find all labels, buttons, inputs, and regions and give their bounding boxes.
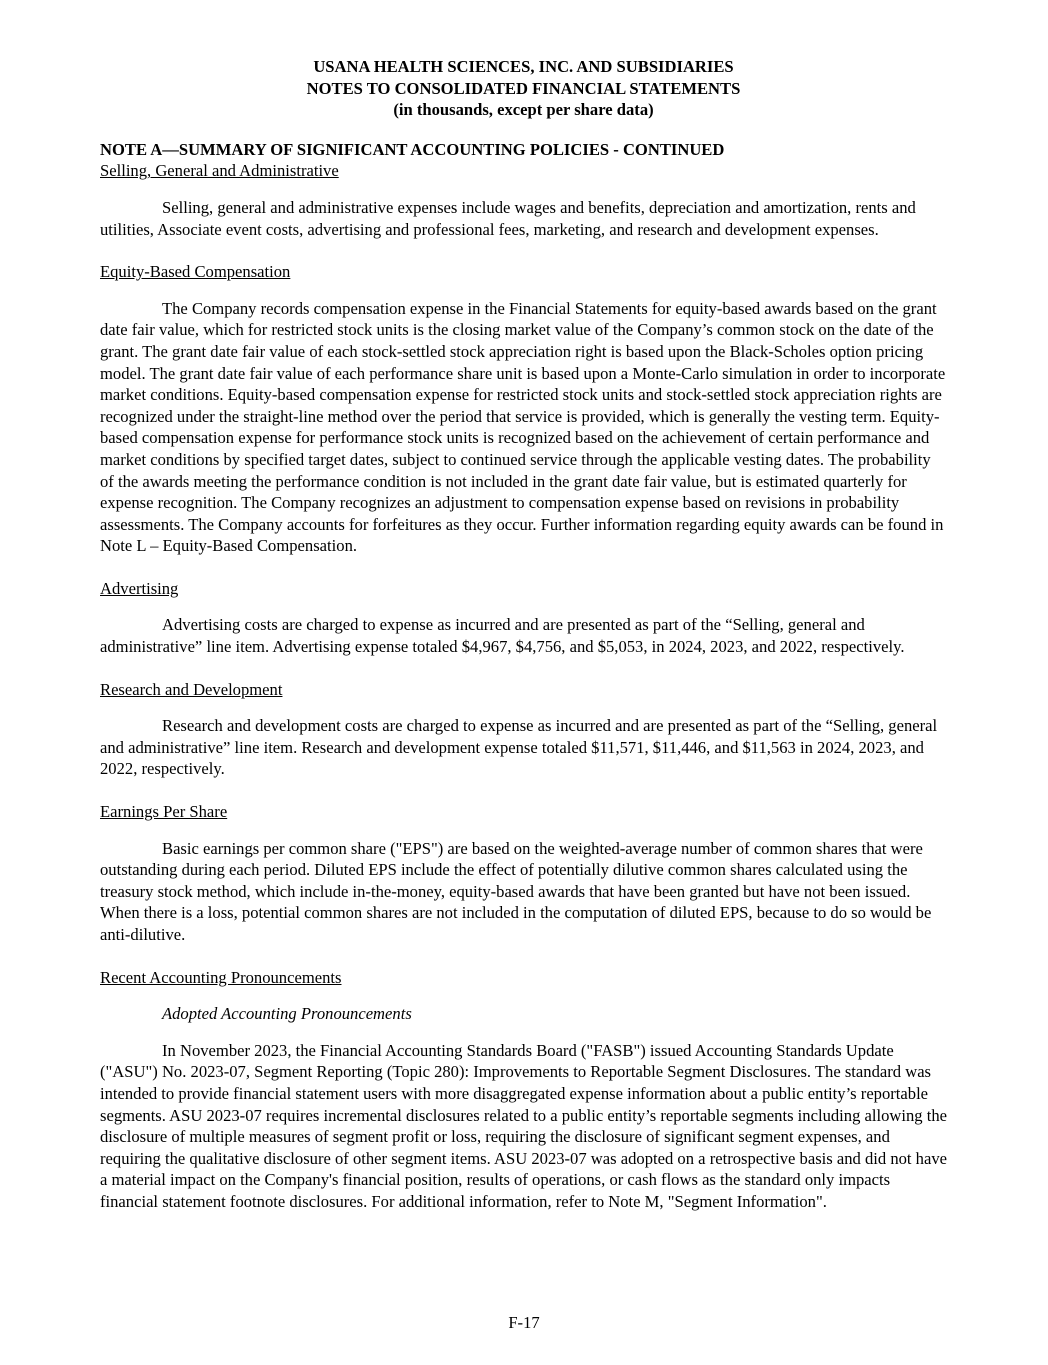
units-note: (in thousands, except per share data) — [393, 100, 654, 120]
document-header — [100, 56, 947, 121]
company-name: USANA HEALTH SCIENCES, INC. AND SUBSIDIARIES — [313, 57, 734, 76]
paragraph-equity-based-compensation: The Company records compensation expense in the Financial Statements for equity-based awards based on the grant date fair value, which for restricted stock units is the closing market value of the Company’s common stock on the date of the grant. The grant date fair value of each stock-settled stock appreciation right is based upon the Black-Scholes option pricing model. The grant date fair value of each performance share unit is based upon a Monte-Carlo simulation in order to incorporate market conditions. Equity-based compensation expense for restricted stock units and stock-settled stock appreciation rights are recognized under the straight-line method over the period that service is provided, which is generally the vesting term. Equity-based compensation expense for performance stock units is recognized based on the achievement of certain performance and market conditions by specified target dates, subject to continued service through the applicable vesting dates. The probability of the awards meeting the performance condition is not included in the grant date fair value, but is estimated quarterly for expense recognition. The Company recognizes an adjustment to compensation expense based on revisions in probability assessments. The Company accounts for forfeitures as they occur. Further information regarding equity awards can be found in Note L – Equity-Based Compensation. — [100, 298, 946, 556]
section-equity-based-compensation — [100, 261, 947, 557]
section-heading-selling-general-administrative: Selling, General and Administrative — [100, 161, 339, 181]
page-number: F-17 — [508, 1313, 540, 1332]
section-research-and-development — [100, 679, 947, 780]
section-recent-accounting-pronouncements — [100, 967, 947, 1213]
subheading-adopted-accounting-pronouncements: Adopted Accounting Pronouncements — [162, 1004, 412, 1024]
section-heading-research-and-development: Research and Development — [100, 679, 283, 699]
section-heading-earnings-per-share: Earnings Per Share — [100, 802, 228, 822]
section-earnings-per-share — [100, 801, 947, 946]
paragraph-selling-general-administrative: Selling, general and administrative expenses include wages and benefits, depreciation and amortization, rents and utilities, Associate event costs, advertising and professional fees, marketing, and research and development expenses. — [100, 197, 916, 239]
note-title: NOTE A—SUMMARY OF SIGNIFICANT ACCOUNTING POLICIES - CONTINUED — [100, 139, 725, 159]
section-selling-general-administrative — [100, 160, 947, 240]
document-title: NOTES TO CONSOLIDATED FINANCIAL STATEMENTS — [306, 78, 741, 98]
section-heading-recent-accounting-pronouncements: Recent Accounting Pronouncements — [100, 967, 342, 987]
paragraph-advertising: Advertising costs are charged to expense as incurred and are presented as part of the “Selling, general and administrative” line item. Advertising expense totaled $4,967, $4,756, and $5,053, in 2024, 2023, and 2022, respectively. — [100, 615, 905, 657]
paragraph-research-and-development: Research and development costs are charged to expense as incurred and are presented as part of the “Selling, general and administrative” line item. Research and development expense totaled $11,571, $11,446, and $11,563 in 2024, 2023, and 2022, respectively. — [100, 716, 938, 779]
paragraph-adopted-accounting-pronouncements: In November 2023, the Financial Accounting Standards Board ("FASB") issued Accounting Standards Update ("ASU") No. 2023-07, Segment Reporting (Topic 280): Improvements to Reportable Segment Disclosures. The standard was intended to provide financial statement users with more disaggregated expense information about a public entity’s reportable segments. ASU 2023-07 requires incremental disclosures related to a public entity’s reportable segments including allowing the disclosure of multiple measures of segment profit or loss, requiring the disclosure of significant segment expenses, and requiring the qualitative disclosure of other segment items. ASU 2023-07 was adopted on a retrospective basis and did not have a material impact on the Company's financial position, results of operations, or cash flows as the standard only impacts financial statement footnote disclosures. For additional information, refer to Note M, "Segment Information". — [100, 1040, 948, 1211]
section-advertising — [100, 578, 947, 658]
section-heading-advertising: Advertising — [100, 578, 179, 598]
section-heading-equity-based-compensation: Equity-Based Compensation — [100, 262, 291, 282]
paragraph-earnings-per-share: Basic earnings per common share ("EPS") are based on the weighted-average number of common shares that were outstanding during each period. Diluted EPS include the effect of potentially dilutive common shares calculated using the treasury stock method, which include in-the-money, equity-based awards that have been granted but have not been issued. When there is a loss, potential common shares are not included in the computation of diluted EPS, because to do so would be anti-dilutive. — [100, 838, 932, 944]
